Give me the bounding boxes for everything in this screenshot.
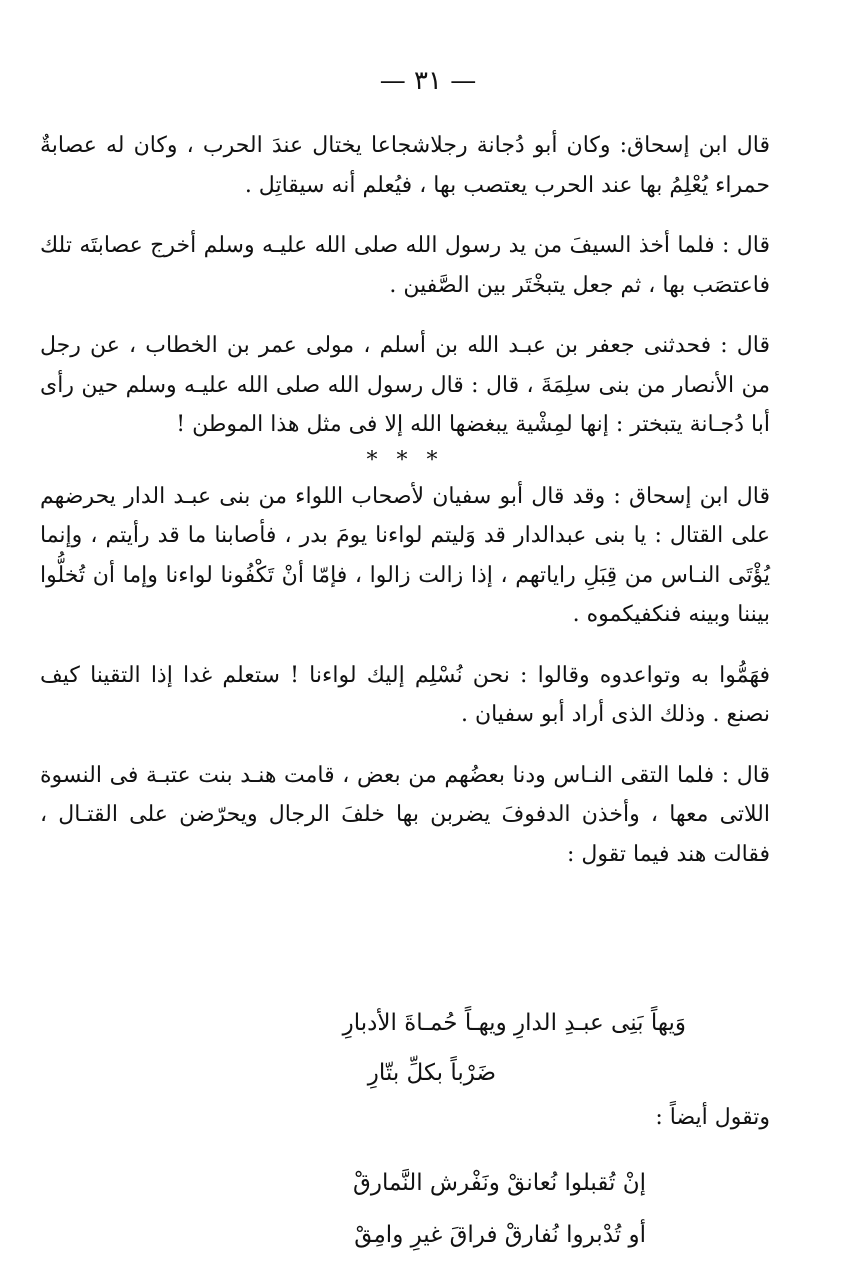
page-number: — ٣١ — [379,66,477,96]
poem-verse-line: أو تُدْبروا نُفارقْ فراقَ غيرِ وامِقْ [354,1222,646,1248]
paragraph: قال ابن إسحاق: وكان أبو دُجانة رجلاشجاعا يختال عندَ الحرب ، وكان له عصابةٌ حمراء يُعْلِمُ بها عند الحرب يعتصب بها ، فيُعلم أنه سيقاتِل . [40,133,770,198]
paragraph: قال : فلما أخذ السيفَ من يد رسول الله صلى الله عليـه وسلم أخرج عصابتَه تلك فاعتصَب بها ، ثم جعل يتبخْتَر بين الصَّفين . [40,233,770,298]
section-separator: * * * [366,447,444,473]
paragraph: قال : فلما التقى النـاس ودنا بعضُهم من بعض ، قامت هنـد بنت عتبـة فى النسوة اللاتى معها ، وأخذن الدفوفَ يضربن بها خلفَ الرجال ويحرّضن على القتـال ، فقالت هند فيما تقول : [40,762,770,867]
poem-verse-line: وَيهاً بَنِى عبـدِ الدارِ ويهـاً حُمـاةَ الأدبارِ [342,1010,686,1036]
body-text [40,126,770,874]
paragraph: فهَمُّوا به وتواعدوه وقالوا : نحن نُسْلِم إليك لواءنا ! ستعلم غدا إذا التقينا كيف نصنع . وذلك الذى أراد أبو سفيان . [40,662,770,727]
poem-intro: وتقول أيضاً : [655,1105,770,1130]
poem-verse-line: إنْ تُقبلوا نُعانقْ ونَفْرش النَّمارقْ [353,1170,646,1196]
paragraph: قال ابن إسحاق : وقد قال أبو سفيان لأصحاب اللواء من بنى عبـد الدار يحرضهم على القتال : يا بنى عبدالدار قد وَليتم لواءنا يومَ بدر ، فأصابنا ما قد رأيتم ، وإنما يُؤْتَى النـاس من قِبَلِ راياتهم ، إذا زالت زالوا ، فإمّا أنْ تَكْفُونا لواءنا وإما أن تُخلُّوا بيننا وبينه فنكفيكموه . [40,483,770,627]
poem-verse-line: ضَرْباً بكلِّ بتّارِ [367,1060,496,1086]
paragraph: قال : فحدثنى جعفر بن عبـد الله بن أسلم ، مولى عمر بن الخطاب ، عن رجل من الأنصار من بنى سلِمَةَ ، قال : قال رسول الله صلى الله عليـه وسلم حين رأى أبا دُجـانة يتبختر : إنها لمِشْية يبغضها الله إلا فى مثل هذا الموطن ! [40,333,770,437]
